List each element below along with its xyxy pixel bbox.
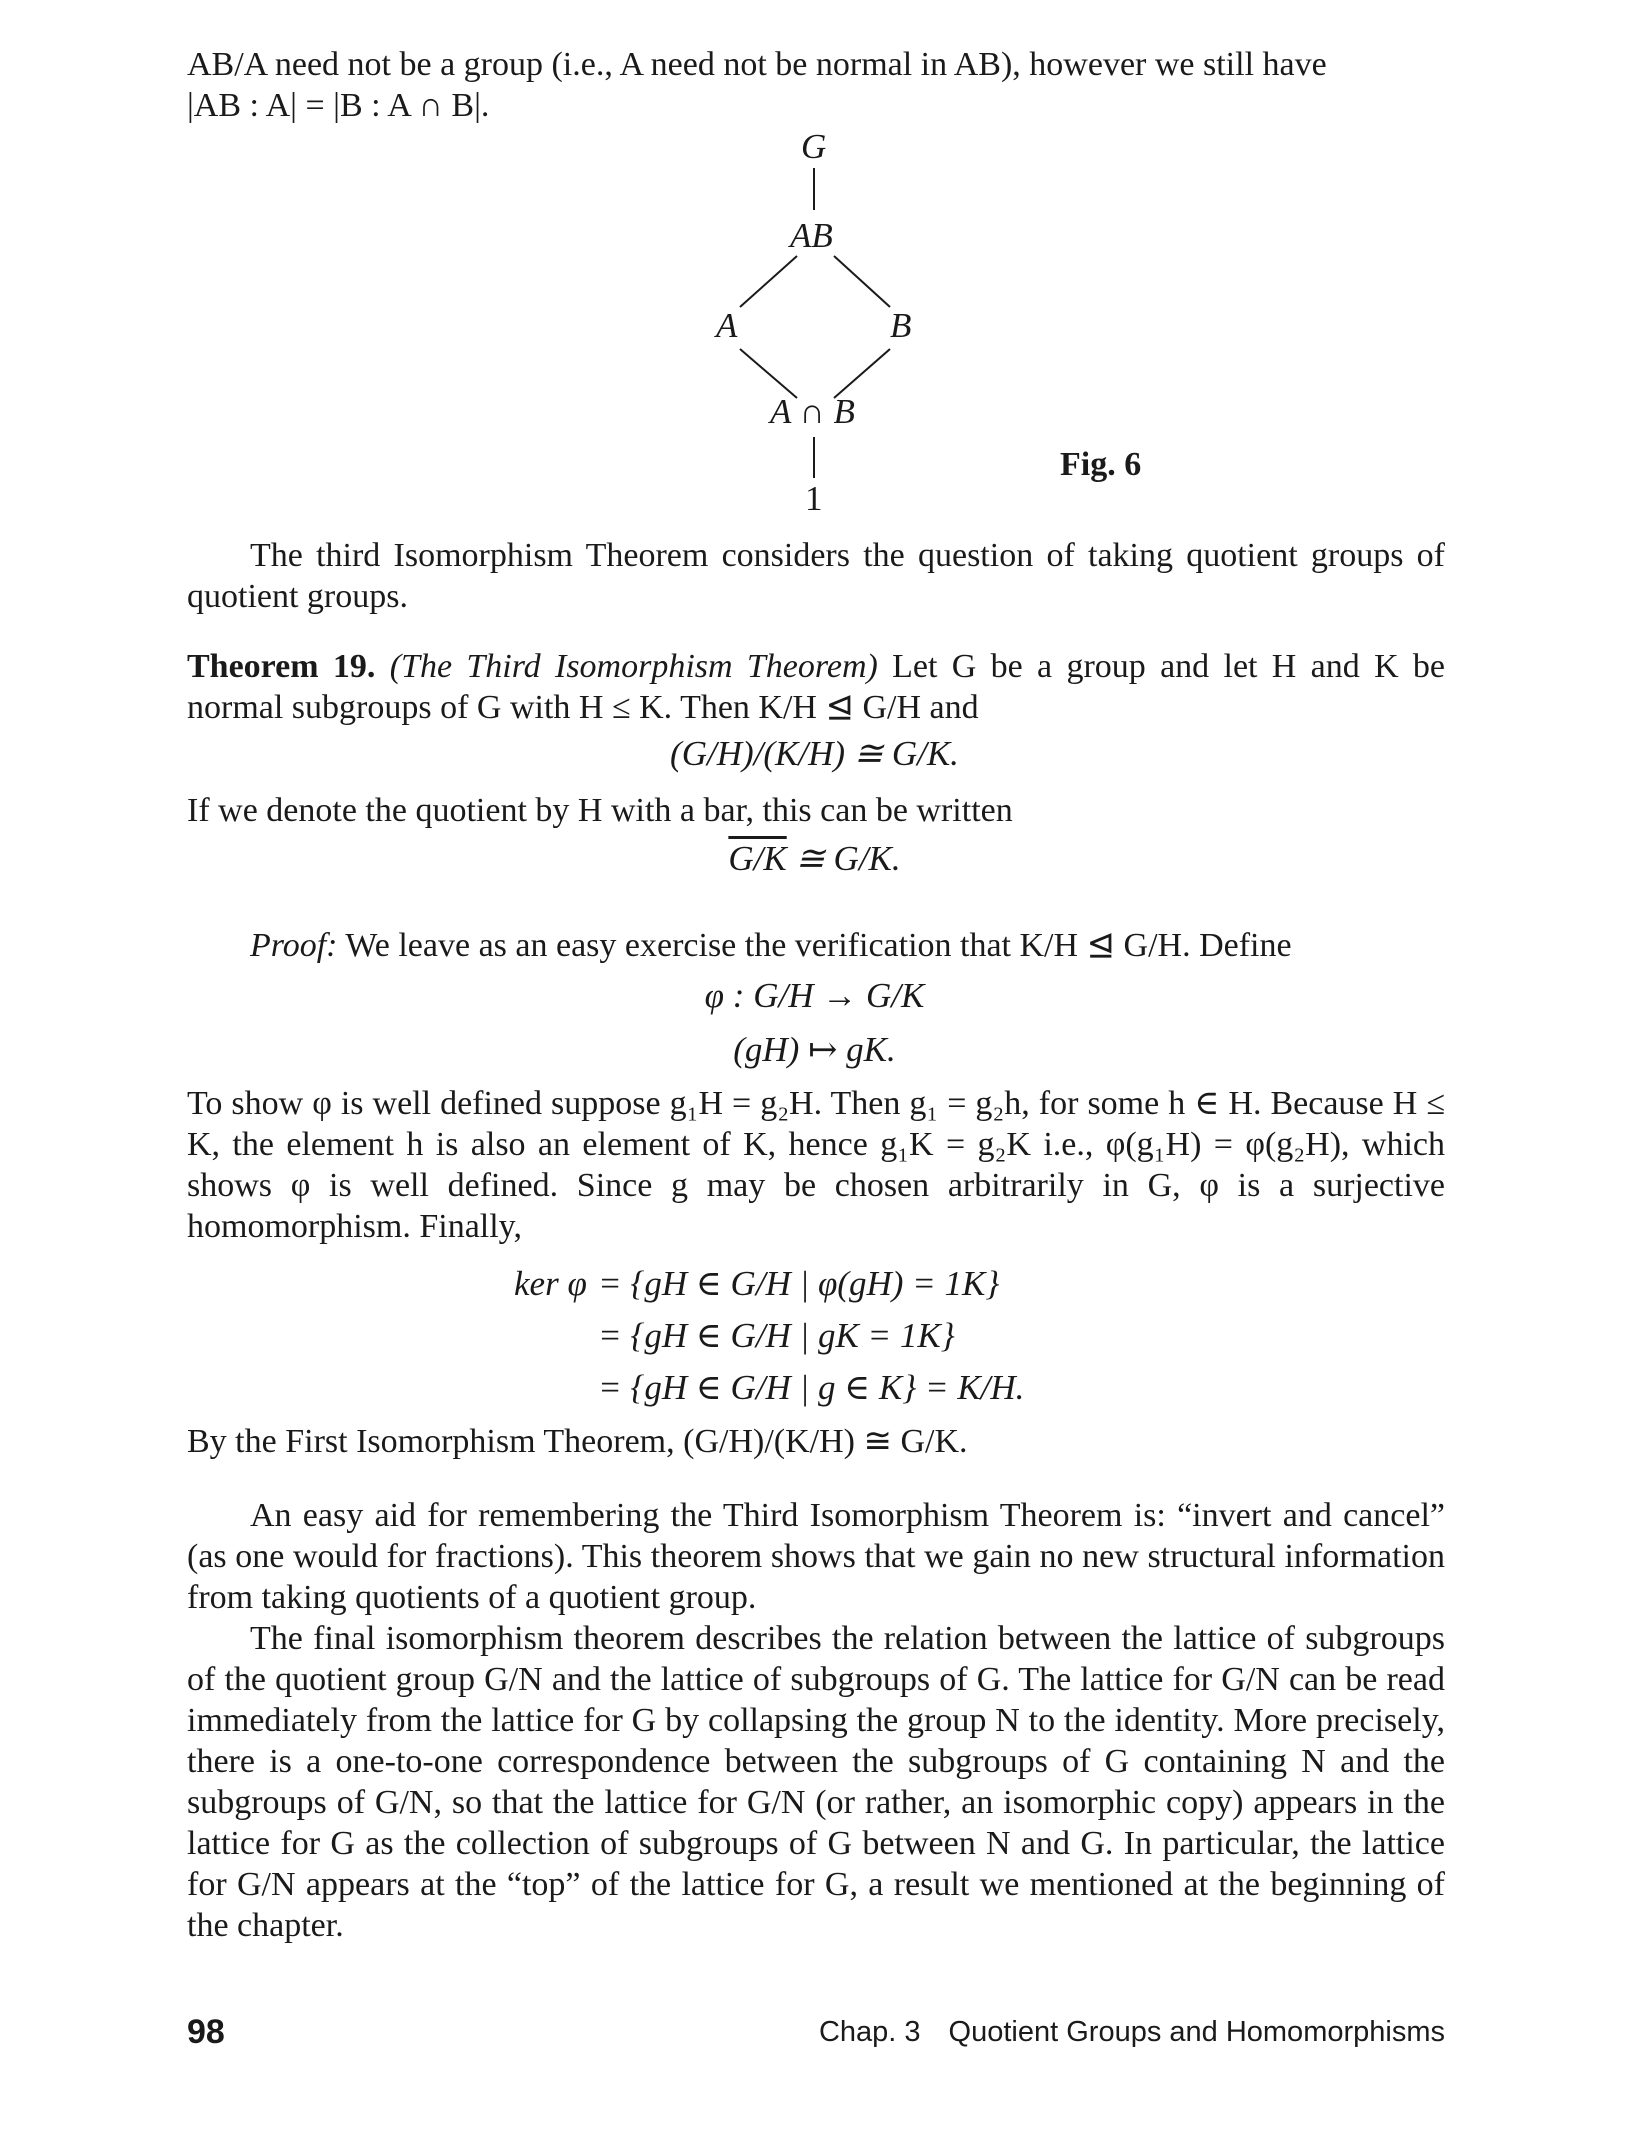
kernel-line-3: = {gH ∈ G/H | g ∈ K} = K/H. <box>598 1368 1025 1407</box>
theorem-heading: Theorem 19. <box>187 648 376 685</box>
lattice-node-1: 1 <box>805 479 823 518</box>
kernel-line-2: = {gH ∈ G/H | gK = 1K} <box>598 1316 955 1355</box>
lattice-node-b: B <box>890 306 912 345</box>
kernel-lhs: ker φ <box>514 1264 587 1303</box>
lattice-node-a-cap-b: A ∩ B <box>770 392 855 431</box>
figure-label: Fig. 6 <box>1060 446 1142 483</box>
lattice-edge-ab-b <box>834 256 890 307</box>
theorem-name: (The Third Isomorphism Theorem) <box>389 648 878 685</box>
lattice-edge-b-anb <box>834 349 890 398</box>
chapter-title: Quotient Groups and Homomorphisms <box>948 2016 1445 2048</box>
lattice-node-g: G <box>801 127 827 166</box>
running-footer <box>819 2014 1445 2050</box>
paragraph-invert-and-cancel: An easy aid for remembering the Third Isomorphism Theorem is: “invert and cancel” (as one would for fractions). This theorem shows that we gain no new structural information from taking quotients of a quotient group. <box>187 1497 1445 1616</box>
bar-quotient-rhs: ≅ G/K. <box>786 839 901 878</box>
paragraph-fourth-theorem-intro: The final isomorphism theorem describes the relation between the lattice of subgroups of the quotient group G/N and the lattice of subgroups of G. The lattice for G/N can be read immediately from the lattice for G by collapsing the group N to the identity. More precisely, there is a one-to-one correspondence between the subgroups of G containing N and the subgroups of G/N, so that the lattice for G/N (or rather, an isomorphic copy) appears in the lattice for G as the collection of subgroups of G between N and G. In particular, the lattice for G/N appears at the “top” of the lattice for G, a result we mentioned at the beginning of the chapter. <box>187 1620 1445 1944</box>
proof-label: Proof: <box>250 927 338 964</box>
proof-line-1 <box>250 925 1292 966</box>
paragraph-third-theorem-intro: The third Isomorphism Theorem considers the question of taking quotient groups of quotient groups. <box>187 537 1445 615</box>
kernel-line-1: = {gH ∈ G/H | φ(gH) = 1K} <box>598 1264 1000 1303</box>
page-number: 98 <box>187 2013 225 2051</box>
lattice-node-ab: AB <box>790 216 833 255</box>
chapter-number: Chap. 3 <box>818 2016 921 2048</box>
intro-line-1: AB/A need not be a group (i.e., A need not be normal in AB), however we still have <box>187 46 1327 83</box>
lattice-edge-a-anb <box>740 349 797 398</box>
theorem-bar-notation-intro: If we denote the quotient by H with a bar, this can be written <box>187 792 1013 829</box>
bar-quotient: G/K <box>728 839 787 878</box>
lattice-edge-ab-a <box>740 256 797 307</box>
proof-map-definition: φ : G/H → G/K <box>704 976 925 1015</box>
intro-line-2: |AB : A| = |B : A ∩ B|. <box>187 87 490 124</box>
lattice-node-a: A <box>716 306 738 345</box>
theorem-statement: Let G be a group and let H and K be normal subgroups of G with H ≤ K. Then K/H ⊴ G/H and <box>187 648 1446 726</box>
subgroup-lattice-diagram <box>0 0 1629 540</box>
proof-map-rule: (gH) ↦ gK. <box>733 1030 896 1069</box>
proof-opening: We leave as an easy exercise the verification that K/H ⊴ G/H. Define <box>345 927 1292 964</box>
theorem-display-isomorphism: (G/H)/(K/H) ≅ G/K. <box>670 734 959 773</box>
theorem-display-bar-form <box>0 838 1629 880</box>
proof-body: To show φ is well defined suppose g₁H = g₂H. Then g₁ = g₂h, for some h ∈ H. Because H ≤ K, the element h is also an element of K, hence g₁K = g₂K i.e., φ(g₁H) = φ(g₂H), which shows φ is well defined. Since g may be chosen arbitrarily in G, φ is a surjective homomorphism. Finally, <box>187 1085 1445 1245</box>
theorem-19 <box>187 646 1445 728</box>
proof-conclusion: By the First Isomorphism Theorem, (G/H)/(K/H) ≅ G/K. <box>187 1423 968 1460</box>
